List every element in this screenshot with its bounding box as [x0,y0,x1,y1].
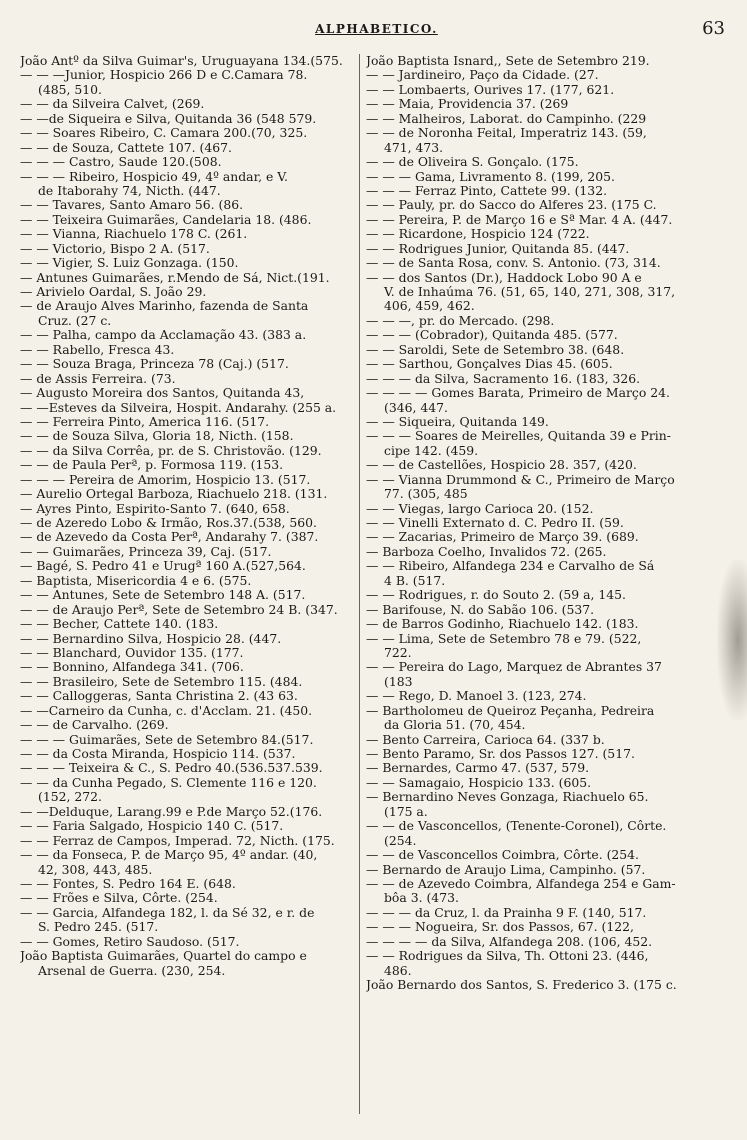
directory-entry-line: — — — Ribeiro, Hospicio 49, 4º andar, e V. [20,168,288,184]
directory-entry-line: — — Vianna, Riachuelo 178 C. (261. [20,226,248,242]
directory-entry-line: — de Azevedo da Costa Perª, Andarahy 7. (387. [20,529,319,545]
directory-entry-line: — — Pauly, pr. do Sacco do Alferes 23. (175 C. [366,197,657,213]
directory-entry-line: — — Antunes, Sete de Setembro 148 A. (517. [20,587,306,603]
directory-entry-line: — — dos Santos (Dr.), Haddock Lobo 90 A e [366,269,642,285]
directory-entry-line: 486. [384,962,412,978]
directory-entry-line: — — Vigier, S. Luiz Gonzaga. (150. [20,255,239,271]
directory-entry-line: — — — Teixeira & C., S. Pedro 40.(536.537.539. [20,760,323,776]
directory-entry-line: — — Pereira do Lago, Marquez de Abrantes 37 [366,659,662,675]
directory-entry-line: — Bernardo de Araujo Lima, Campinho. (57. [366,861,646,877]
directory-entry-line: — Baptista, Misericordia 4 e 6. (575. [20,572,252,588]
directory-entry-line: — — — Soares de Meirelles, Quitanda 39 e Prin- [366,428,671,444]
directory-entry-line: João Antº da Silva Guimar's, Uruguayana 134.(575. [20,54,343,68]
directory-entry-line: — — — Ferraz Pinto, Cattete 99. (132. [366,182,608,198]
directory-entry-line: S. Pedro 245. (517. [38,919,159,935]
directory-entry-line: — de Azeredo Lobo & Irmão, Ros.37.(538, 560. [20,515,317,530]
directory-entry-line: (485, 510. [38,81,102,97]
directory-entry-line: — — de Souza, Cattete 107. (467. [20,139,232,155]
directory-entry-line: — — Guimarães, Princeza 39, Caj. (517. [20,543,272,559]
directory-entry-line: — — de Noronha Feital, Imperatriz 143. (59, [366,125,647,141]
directory-entry-line: — de Assis Ferreira. (73. [20,370,176,386]
page-stain [717,560,747,720]
directory-entry-line: — — Ricardone, Hospicio 124 (722. [366,226,590,242]
directory-entry-line: — — Samagaio, Hospicio 133. (605. [366,774,592,790]
directory-entry-line: — —Delduque, Larang.99 e P.de Março 52.(176. [20,803,323,819]
directory-entry-line: — — de Vasconcellos, (Tenente-Coronel), Côrte. [366,818,667,834]
directory-entry-line: — — — Guimarães, Sete de Setembro 84.(517. [20,731,314,747]
directory-entry-line: — — Blanchard, Ouvidor 135. (177. [20,644,244,660]
directory-entry-line: — Bento Carreira, Carioca 64. (337 b. [366,731,605,747]
left-column [20,54,368,978]
directory-entry-line: — — Tavares, Santo Amaro 56. (86. [20,197,244,213]
directory-entry-line: — — de Oliveira S. Gonçalo. (175. [366,154,579,170]
directory-entry-line: — — Brasileiro, Sete de Setembro 115. (484. [20,673,303,689]
directory-entry-line: — — da Silva Corrêa, pr. de S. Christovão. (129. [20,442,322,458]
directory-entry-line: — — Teixeira Guimarães, Candelaria 18. (486. [20,211,312,227]
running-title: ALPHABETICO. [315,22,438,36]
directory-entry-line: — — Rodrigues, r. do Souto 2. (59 a, 145. [366,587,626,603]
directory-entry-line: 722. [384,644,412,660]
directory-entry-line: — — Rabello, Fresca 43. [20,341,175,357]
directory-entry-line: — — Rego, D. Manoel 3. (123, 274. [366,688,587,704]
directory-entry-line: (346, 447. [384,399,448,415]
directory-entry-line: — Ayres Pinto, Espirito-Santo 7. (640, 658. [20,500,290,516]
directory-entry-line: — — Saroldi, Sete de Setembro 38. (648. [366,341,625,357]
directory-entry-line: — Bernardes, Carmo 47. (537, 579. [366,760,590,776]
directory-entry-line: — — Becher, Cattete 140. (183. [20,616,219,632]
directory-entry-line: — — Faria Salgado, Hospicio 140 C. (517. [20,818,284,834]
directory-entry-line: — — de Santa Rosa, conv. S. Antonio. (73, 314. [366,255,661,271]
directory-entry-line: — — Pereira, P. de Março 16 e Sª Mar. 4 A. (447. [366,211,673,227]
directory-entry-line: — — Souza Braga, Princeza 78 (Caj.) (517. [20,356,289,372]
directory-entry-line: (254. [384,832,417,848]
right-column [366,54,714,992]
directory-entry-line: V. de Inhaúma 76. (51, 65, 140, 271, 308, 317, [384,284,676,299]
directory-entry-line: — — — Pereira de Amorim, Hospicio 13. (517. [20,471,311,487]
directory-entry-line: — — Malheiros, Laborat. do Campinho. (229 [366,110,647,126]
directory-entry-line: — — da Fonseca, P. de Março 95, 4º andar. (40, [20,847,318,863]
directory-entry-line: — — Viegas, largo Carioca 20. (152. [366,500,594,516]
directory-entry-line: — — Fontes, S. Pedro 164 E. (648. [20,875,236,891]
directory-entry-line: — — Vinelli Externato d. C. Pedro II. (59. [366,515,624,530]
directory-entry-line: — — Ferreira Pinto, America 116. (517. [20,413,270,429]
directory-entry-line: — — — Gama, Livramento 8. (199, 205. [366,168,615,184]
directory-entry-line: — — Garcia, Alfandega 182, l. da Sé 32, e r. de [20,904,315,920]
directory-entry-line: — Bernardino Neves Gonzaga, Riachuelo 65. [366,789,649,805]
directory-entry-line: — — Soares Ribeiro, C. Camara 200.(70, 325. [20,125,308,141]
directory-entry-line: — — Jardineiro, Paço da Cidade. (27. [366,67,599,83]
directory-entry-line: — — —, pr. do Mercado. (298. [366,312,555,328]
directory-entry-line: — Bagé, S. Pedro 41 e Urugª 160 A.(527,564. [20,558,306,574]
directory-entry-line: — — Rodrigues Junior, Quitanda 85. (447. [366,240,630,256]
directory-entry-line: — Barifouse, N. do Sabão 106. (537. [366,601,595,617]
directory-entry-line: — — Zacarias, Primeiro de Março 39. (689. [366,529,639,545]
directory-entry-line: — — de Azevedo Coimbra, Alfandega 254 e Gam- [366,875,676,891]
directory-entry-line: — — — Castro, Saude 120.(508. [20,154,222,170]
directory-entry-line: (183 [384,673,413,689]
directory-entry-line: — Bento Paramo, Sr. dos Passos 127. (517. [366,746,635,761]
directory-entry-line: Arsenal de Guerra. (230, 254. [38,962,226,978]
directory-entry-line: 471, 473. [384,139,444,155]
directory-entry-line: — — de Carvalho. (269. [20,717,169,733]
directory-entry-line: — Bartholomeu de Queiroz Peçanha, Pedreira [366,702,655,718]
directory-entry-line: — — Maia, Providencia 37. (269 [366,96,569,112]
directory-entry-line: cipe 142. (459. [384,442,479,458]
directory-entry-line: — — de Paula Perª, p. Formosa 119. (153. [20,457,284,473]
directory-entry-line: — — Palha, campo da Acclamação 43. (383 a. [20,327,307,343]
directory-entry-line: — — Gomes, Retiro Saudoso. (517. [20,933,240,949]
two-column-listing [20,54,736,1114]
directory-entry-line: — Augusto Moreira dos Santos, Quitanda 43, [20,385,305,401]
directory-entry-line: — de Araujo Alves Marinho, fazenda de Santa [20,298,309,314]
directory-entry-line: — —de Siqueira e Silva, Quitanda 36 (548 579. [20,110,317,126]
directory-entry-line: 406, 459, 462. [384,298,475,314]
directory-entry-line: Cruz. (27 c. [38,312,112,328]
directory-entry-line: — — — da Cruz, l. da Prainha 9 F. (140, 517. [366,904,647,920]
directory-entry-line: — — — — Gomes Barata, Primeiro de Março 24. [366,385,670,401]
directory-entry-line: João Baptista Isnard,, Sete de Setembro 219. [366,54,650,68]
directory-entry-line: — Barboza Coelho, Invalidos 72. (265. [366,543,607,559]
directory-entry-line: — — Siqueira, Quitanda 149. [366,413,549,429]
directory-entry-line: — Arivielo Oardal, S. João 29. [20,284,207,299]
directory-entry-line: da Gloria 51. (70, 454. [384,717,526,733]
directory-entry-line: — — Lombaerts, Ourives 17. (177, 621. [366,81,615,97]
directory-entry-line: — — de Castellões, Hospicio 28. 357, (420. [366,457,637,473]
directory-entry-line: — — de Souza Silva, Gloria 18, Nicth. (158. [20,428,294,444]
directory-entry-line: — — —Junior, Hospicio 266 D e C.Camara 78. [20,67,308,83]
directory-entry-line: — — Bonnino, Alfandega 341. (706. [20,659,244,675]
directory-entry-line: — — Rodrigues da Silva, Th. Ottoni 23. (446, [366,948,649,964]
directory-entry-line: — — da Costa Miranda, Hospicio 114. (537. [20,746,296,761]
directory-entry-line: — — Bernardino Silva, Hospicio 28. (447. [20,630,282,646]
directory-entry-line: — — Frões e Silva, Côrte. (254. [20,890,218,906]
directory-entry-line: — — — — da Silva, Alfandega 208. (106, 452. [366,933,653,949]
directory-entry-line: — —Esteves da Silveira, Hospit. Andarahy. (255 a. [20,399,337,415]
directory-entry-line: — Antunes Guimarães, r.Mendo de Sá, Nict.(191. [20,269,330,285]
directory-entry-line: bôa 3. (473. [384,890,459,906]
directory-entry-line: — — — (Cobrador), Quitanda 485. (577. [366,327,618,343]
column-divider [359,54,360,1114]
page-header [20,20,733,52]
directory-entry-line: — — — da Silva, Sacramento 16. (183, 326. [366,370,641,386]
directory-entry-line: João Bernardo dos Santos, S. Frederico 3. (175 c. [366,977,677,992]
page-number: 63 [702,18,725,39]
directory-entry-line: — — Vianna Drummond & C., Primeiro de Março [366,471,675,487]
directory-entry-line: — —Carneiro da Cunha, c. d'Acclam. 21. (450. [20,702,313,718]
directory-entry-line: — — de Vasconcellos Coimbra, Côrte. (254. [366,847,639,863]
directory-entry-line: — Aurelio Ortegal Barboza, Riachuelo 218. (131. [20,486,328,502]
directory-entry-line: — — Victorio, Bispo 2 A. (517. [20,240,210,256]
directory-entry-line: 42, 308, 443, 485. [38,861,153,877]
directory-entry-line: — — — Nogueira, Sr. dos Passos, 67. (122, [366,919,634,935]
directory-entry-line: — — Lima, Sete de Setembro 78 e 79. (522, [366,630,642,646]
directory-entry-line: 77. (305, 485 [384,486,468,502]
directory-entry-line: — de Barros Godinho, Riachuelo 142. (183. [366,616,639,632]
directory-entry-line: (175 a. [384,803,428,819]
directory-entry-line: — — Calloggeras, Santa Christina 2. (43 63. [20,688,298,704]
directory-entry-line: — — Ferraz de Campos, Imperad. 72, Nicth. (175. [20,832,335,848]
directory-entry-line: — — de Araujo Perª, Sete de Setembro 24 B. (347. [20,601,338,617]
directory-entry-line: 4 B. (517. [384,572,446,588]
directory-entry-line: — — Sarthou, Gonçalves Dias 45. (605. [366,356,613,372]
directory-entry-line: (152, 272. [38,789,102,805]
directory-entry-line: João Baptista Guimarães, Quartel do campo e [20,948,307,964]
directory-entry-line: — — Ribeiro, Alfandega 234 e Carvalho de Sá [366,558,655,574]
directory-entry-line: de Itaborahy 74, Nicth. (447. [38,182,221,198]
directory-entry-line: — — da Silveira Calvet, (269. [20,96,205,112]
directory-entry-line: — — da Cunha Pegado, S. Clemente 116 e 120. [20,774,317,790]
